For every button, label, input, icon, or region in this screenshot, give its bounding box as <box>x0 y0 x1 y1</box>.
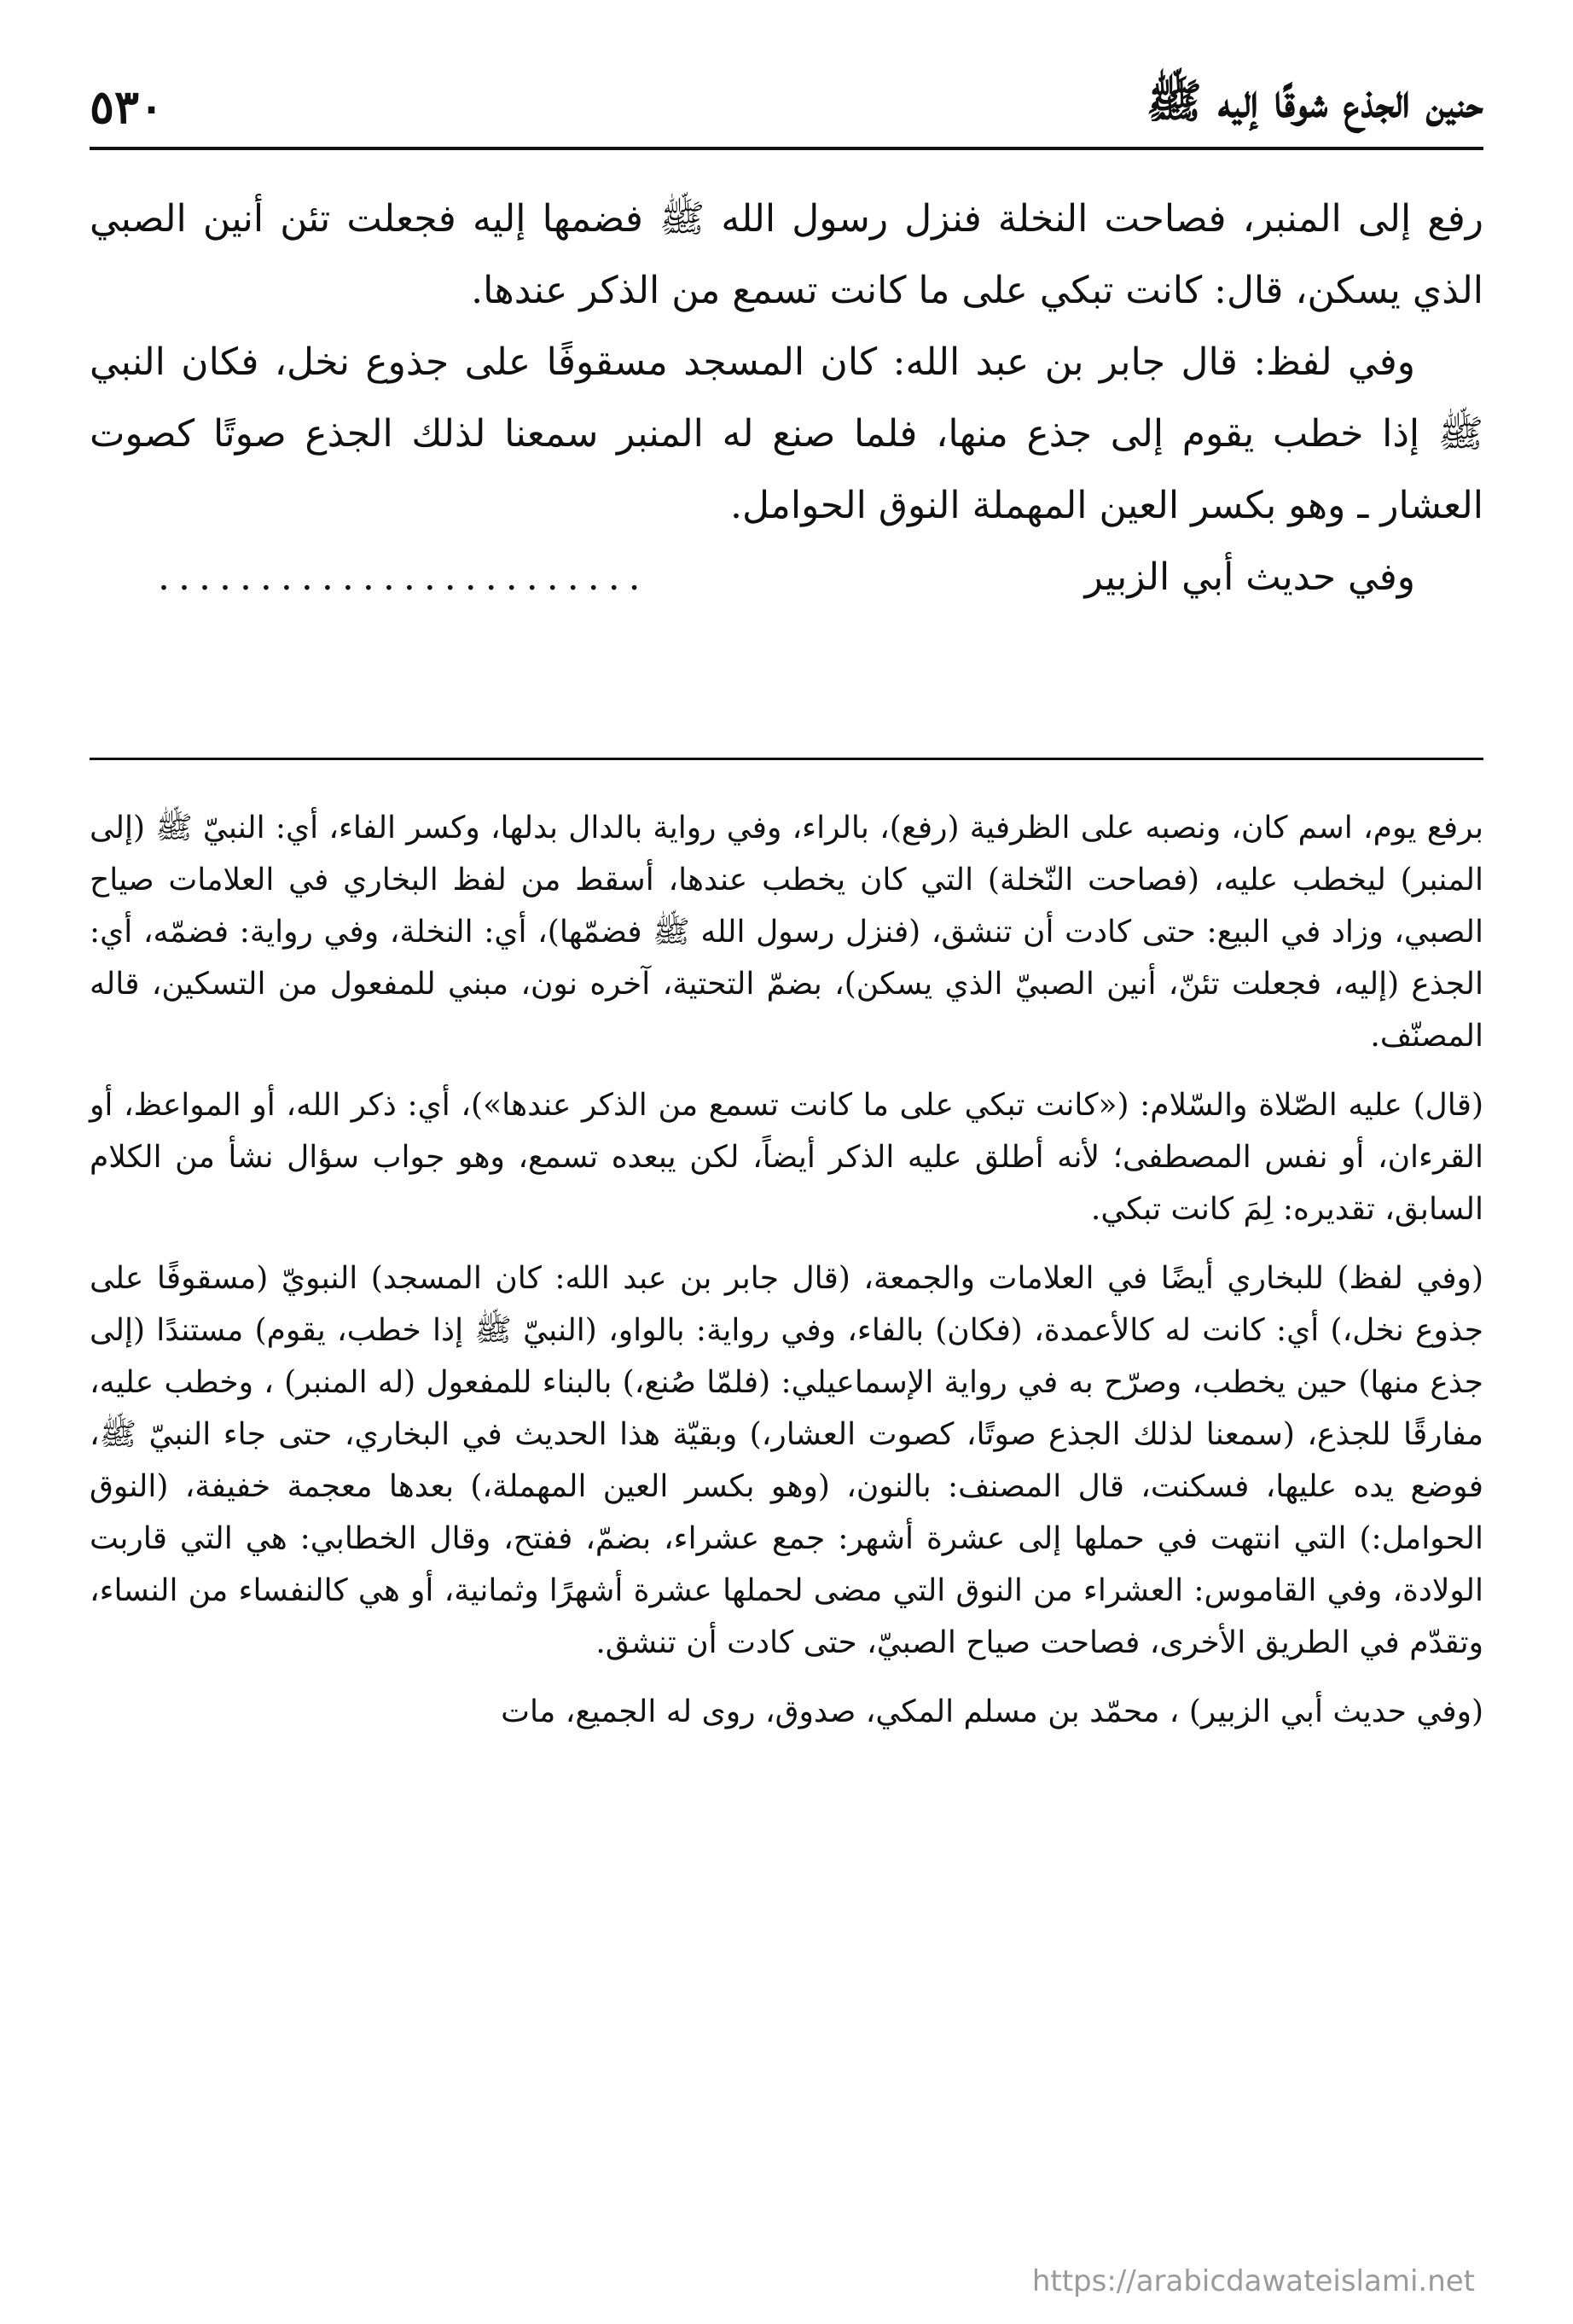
separator-rule <box>90 758 1483 760</box>
page-number: ٥٣٠ <box>90 79 165 134</box>
page-header <box>90 68 1483 145</box>
commentary-paragraph: برفع يوم، اسم كان، ونصبه على الظرفية (رفع)، بالراء، وفي رواية بالدال بدلها، وكسر الفاء، أي: النبيّ ﷺ (إلى المنبر) ليخطب عليه، (فصاحت النّخلة) التي كان يخطب عندها، أسقط من لفظ البخاري في العلامات صياح الصبي، وزاد في البيع: حتى كادت أن تنشق، (فنزل رسول الله ﷺ فضمّها)، أي: النخلة، وفي رواية: فضمّه، أي: الجذع (إليه، فجعلت تئنّ، أنين الصبيّ الذي يسكن)، بضمّ التحتية، آخره نون، مبني للمفعول من التسكين، قاله المصنّف. <box>90 810 1483 1054</box>
matn-paragraph: وفي لفظ: قال جابر بن عبد الله: كان المسجد مسقوفًا على جذوع نخل، فكان النبي ﷺ إذا خطب يقوم إلى جذع منها، فلما صنع له المنبر سمعنا لذلك الجذع صوتًا كصوت العشار ـ وهو بكسر العين المهملة النوق الحوامل. <box>90 340 1483 527</box>
matn-continuation <box>90 542 1483 613</box>
header-rule <box>90 147 1483 150</box>
watermark-url: https://arabicdawateislami.net <box>1031 2264 1475 2298</box>
commentary-paragraph: (وفي حديث أبي الزبير) ، محمّد بن مسلم المكي، صدوق، روى له الجميع، مات <box>501 1694 1483 1729</box>
ellipsis-dots: ........................ <box>158 555 649 599</box>
commentary-paragraph: (قال) عليه الصّلاة والسّلام: («كانت تبكي على ما كانت تسمع من الذكر عندها»)، أي: ذكر الله، أو المواعظ، أو القرءان، أو نفس المصطفى؛ لأنه أطلق عليه الذكر أيضاً، لكن يبعده تسمع، وهو جواب سؤال نشأ من الكلام السابق، تقديره: لِمَ كانت تبكي. <box>90 1088 1483 1227</box>
commentary-text <box>90 802 1483 1755</box>
matn-paragraph: رفع إلى المنبر، فصاحت النخلة فنزل رسول الله ﷺ فضمها إليه فجعلت تئن أنين الصبي الذي يسكن، قال: كانت تبكي على ما كانت تسمع من الذكر عندها. <box>90 197 1483 312</box>
main-text <box>90 183 1483 613</box>
running-title: حنين الجذع شوقًا إليه ﷺ <box>1146 73 1483 128</box>
matn-last-line: وفي حديث أبي الزبير <box>1084 555 1415 599</box>
commentary-paragraph: (وفي لفظ) للبخاري أيضًا في العلامات والجمعة، (قال جابر بن عبد الله: كان المسجد) النبويّ (مسقوفًا على جذوع نخل،) أي: كانت له كالأعمدة، (فكان) بالفاء، وفي رواية: بالواو، (النبيّ ﷺ إذا خطب، يقوم) مستندًا (إلى جذع منها) حين يخطب، وصرّح به في رواية الإسماعيلي: (فلمّا صُنع،) بالبناء للمفعول (له المنبر) ، وخطب عليه، مفارقًا للجذع، (سمعنا لذلك الجذع صوتًا، كصوت العشار،) وبقيّة هذا الحديث في البخاري، حتى جاء النبيّ ﷺ، فوضع يده عليها، فسكنت، قال المصنف: بالنون، (وهو بكسر العين المهملة،) بعدها معجمة خفيفة، (النوق الحوامل:) التي انتهت في حملها إلى عشرة أشهر: جمع عشراء، بضمّ، ففتح، وقال الخطابي: هي التي قاربت الولادة، وفي القاموس: العشراء من النوق التي مضى لحملها عشرة أشهرًا وثمانية، أو هي كالنفساء من النساء، وتقدّم في الطريق الأخرى، فصاحت صياح الصبيّ، حتى كادت أن تنشق. <box>90 1261 1484 1660</box>
